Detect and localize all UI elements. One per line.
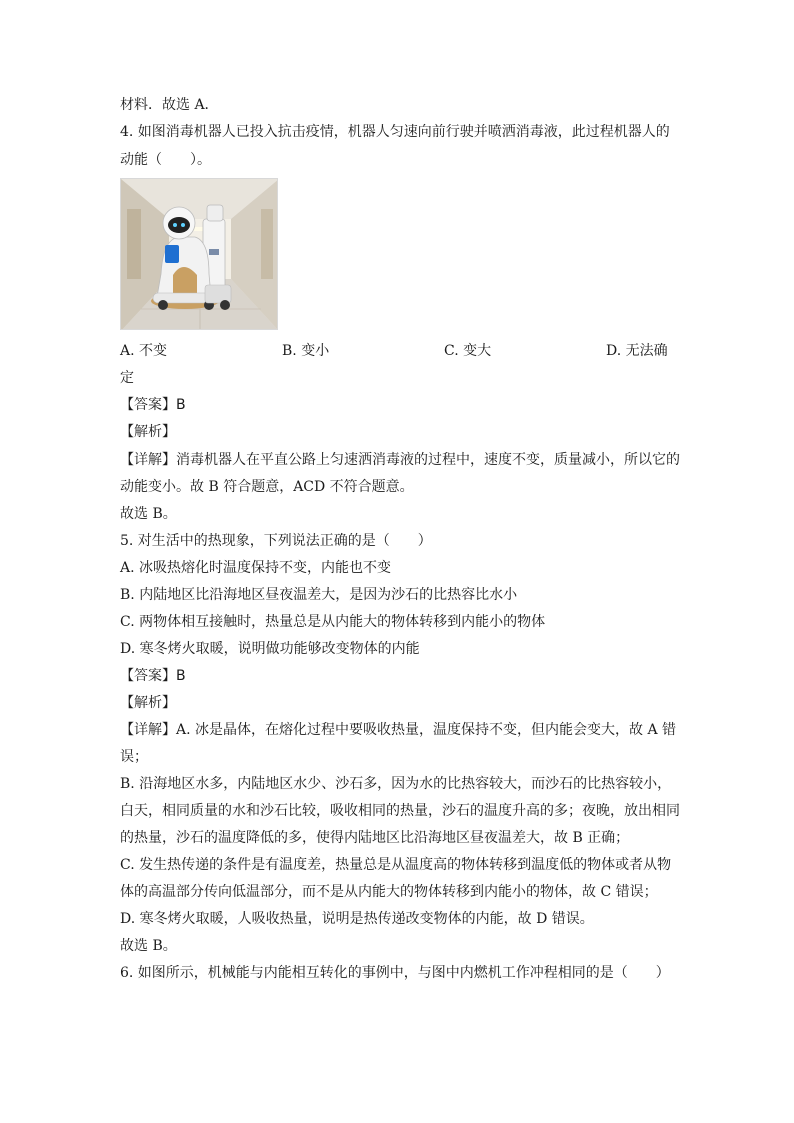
- q5-answer: 【答案】B: [120, 668, 186, 684]
- q5-conclusion: 故选 B。: [120, 938, 177, 954]
- q4-detail-cont: 动能变小。故 B 符合题意，ACD 不符合题意。: [120, 479, 414, 495]
- question-6-stem: 6. 如图所示，机械能与内能相互转化的事例中，与图中内燃机工作冲程相同的是（ ）: [120, 965, 670, 981]
- q4-option-d-cont: 定: [120, 370, 134, 386]
- q4-option-b: B. 变小: [282, 343, 330, 359]
- q5-detail-a-cont: 误；: [120, 749, 148, 765]
- q4-answer: 【答案】B: [120, 397, 186, 413]
- q5-detail-a: 【详解】A. 冰是晶体，在熔化过程中要吸收热量，温度保持不变，但内能会变大，故 A 错: [120, 722, 677, 738]
- q5-option-a: A. 冰吸热熔化时温度保持不变，内能也不变: [120, 560, 392, 576]
- q4-detail: 【详解】消毒机器人在平直公路上匀速洒消毒液的过程中，速度不变，质量减小，所以它的: [120, 452, 680, 468]
- q5-analysis-heading: 【解析】: [120, 695, 176, 711]
- q5-detail-c-cont: 体的高温部分传向低温部分，而不是从内能大的物体转移到内能小的物体，故 C 错误；: [120, 884, 658, 900]
- q5-option-d: D. 寒冬烤火取暖，说明做功能够改变物体的内能: [120, 641, 420, 657]
- q4-conclusion: 故选 B。: [120, 506, 177, 522]
- q5-detail-d: D. 寒冬烤火取暖，人吸收热量，说明是热传递改变物体的内能，故 D 错误。: [120, 911, 594, 927]
- q4-option-d: D. 无法确: [606, 343, 668, 359]
- q4-option-a: A. 不变: [120, 343, 168, 359]
- q5-detail-c: C. 发生热传递的条件是有温度差，热量总是从温度高的物体转移到温度低的物体或者从物: [120, 857, 672, 873]
- q4-option-c: C. 变大: [444, 343, 492, 359]
- text-line: 材料．故选 A．: [120, 97, 219, 113]
- question-4-stem: 4. 如图消毒机器人已投入抗击疫情，机器人匀速向前行驶并喷洒消毒液，此过程机器人的: [120, 124, 670, 140]
- question-4-stem-cont: 动能（ ）。: [120, 152, 211, 168]
- q4-analysis-heading: 【解析】: [120, 424, 176, 440]
- q5-option-c: C. 两物体相互接触时，热量总是从内能大的物体转移到内能小的物体: [120, 614, 546, 630]
- q5-detail-b-cont: 白天，相同质量的水和沙石比较，吸收相同的热量，沙石的温度升高的多；夜晚，放出相同: [120, 803, 680, 819]
- question-5-stem: 5. 对生活中的热现象，下列说法正确的是（ ）: [120, 533, 432, 549]
- disinfection-robot-figure: [120, 178, 278, 330]
- robot-illustration: [121, 179, 278, 330]
- q5-detail-b-cont2: 的热量，沙石的温度降低的多，使得内陆地区比沿海地区昼夜温差大，故 B 正确；: [120, 830, 630, 846]
- q5-detail-b: B. 沿海地区水多，内陆地区水少、沙石多，因为水的比热容较大，而沙石的比热容较小，: [120, 776, 672, 792]
- q5-option-b: B. 内陆地区比沿海地区昼夜温差大，是因为沙石的比热容比水小: [120, 587, 518, 603]
